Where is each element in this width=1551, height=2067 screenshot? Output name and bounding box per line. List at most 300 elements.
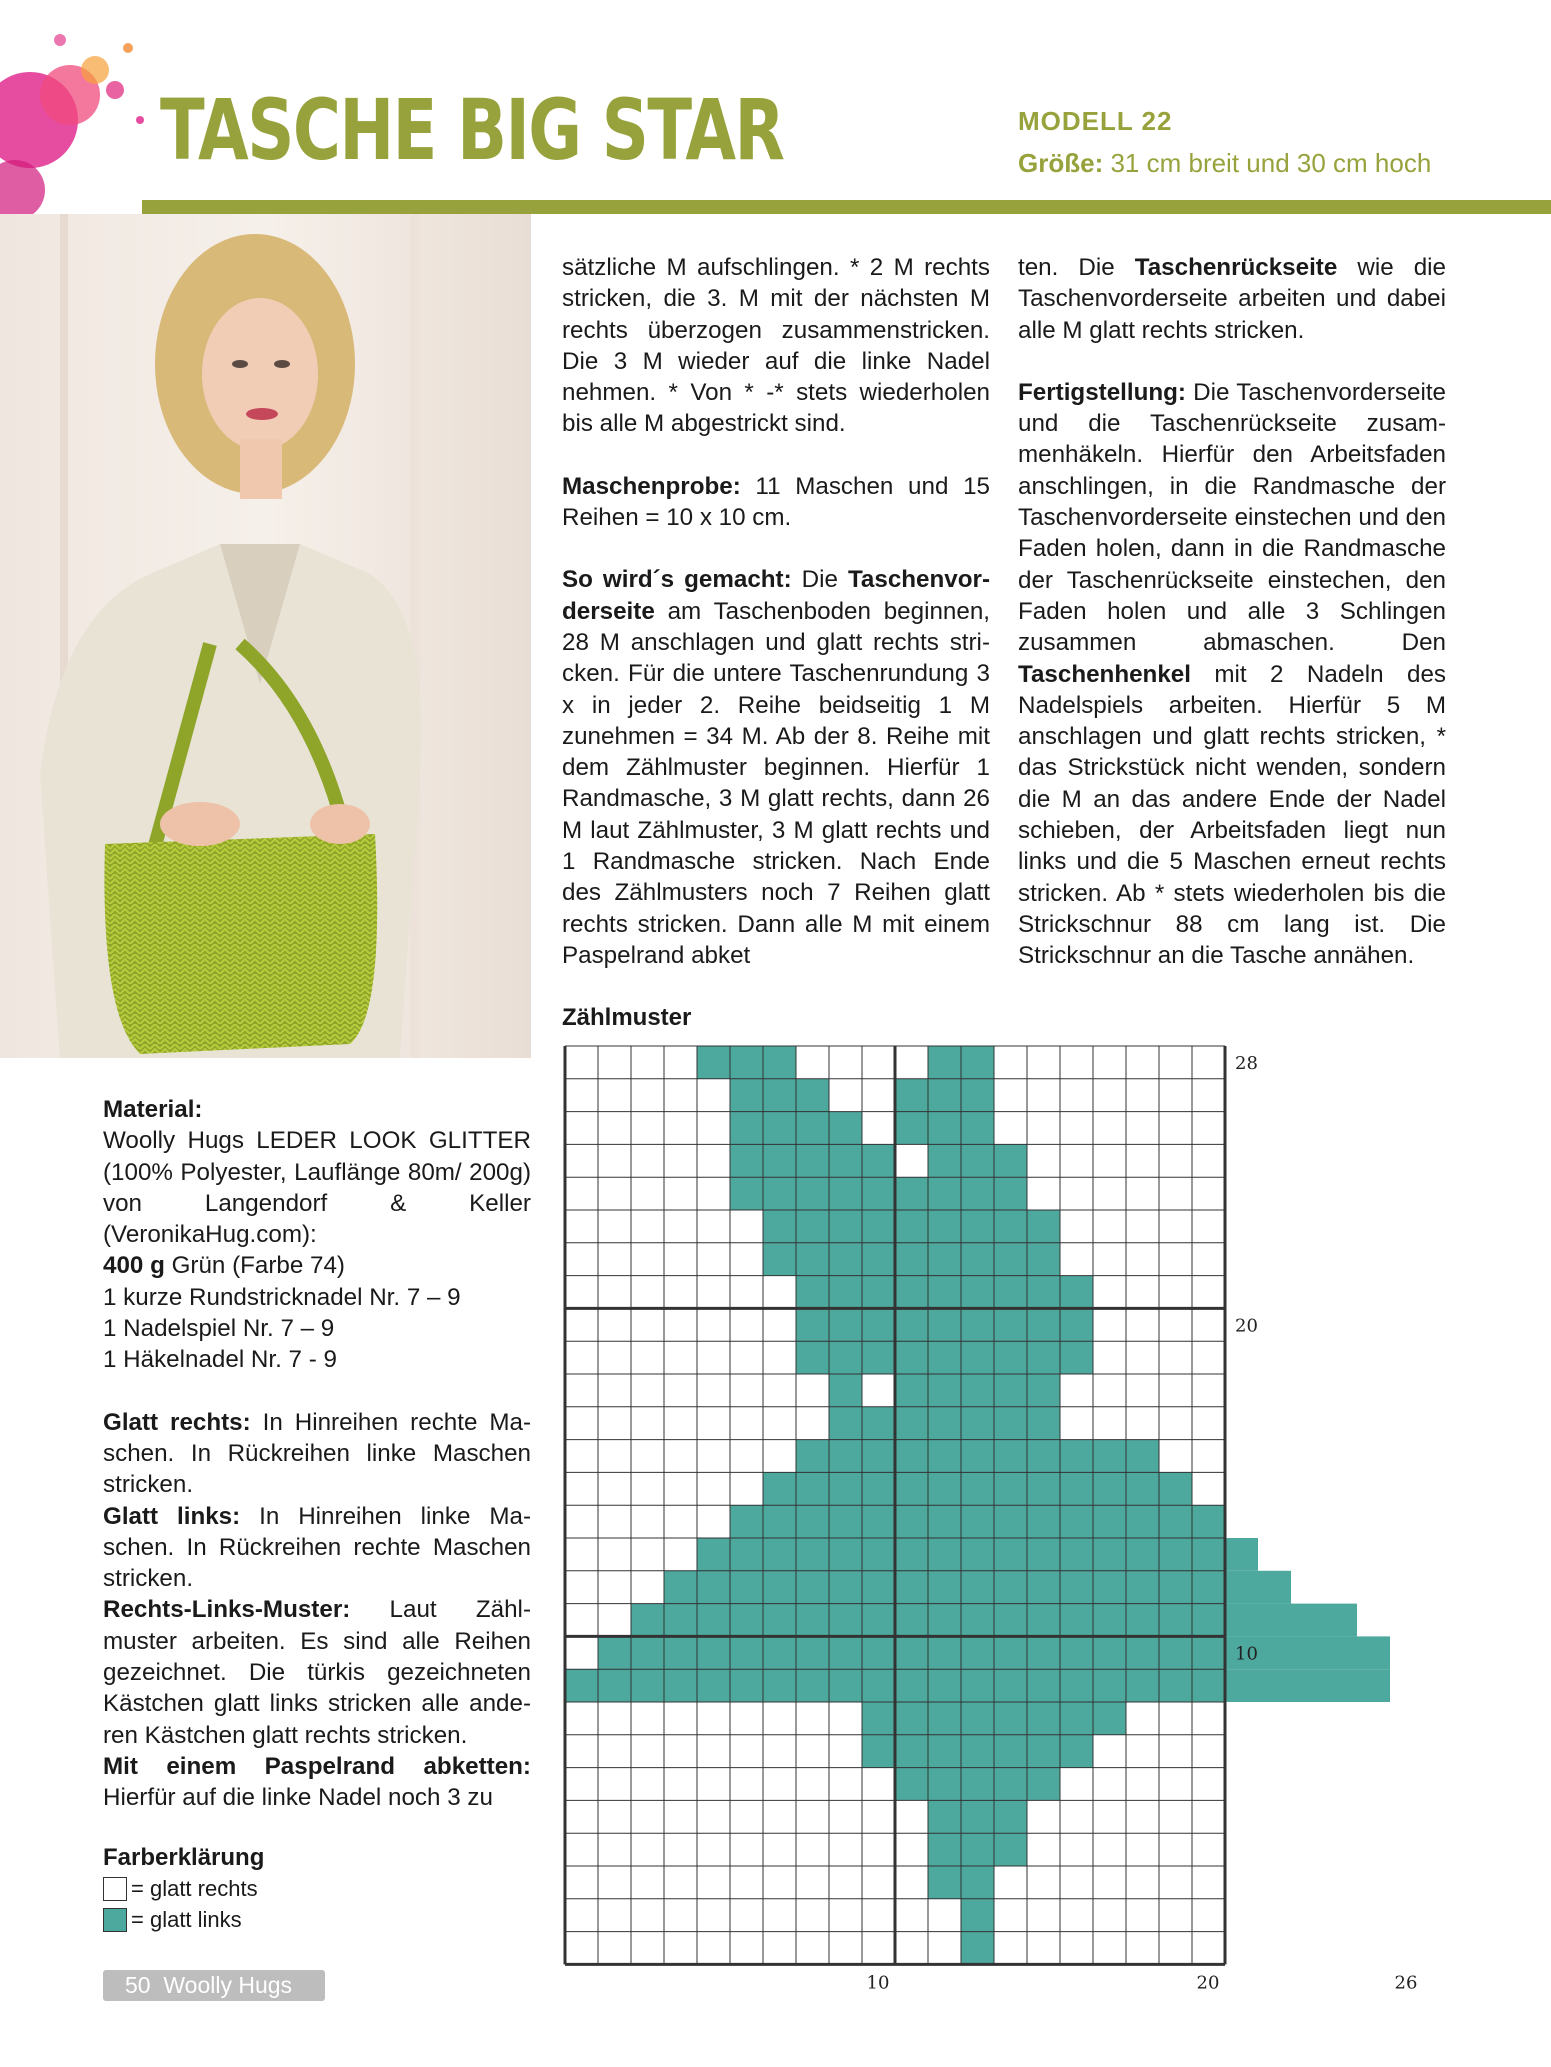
chart-cell-r19-c9 bbox=[829, 1341, 862, 1374]
chart-cell-r3-c13 bbox=[961, 1866, 994, 1899]
handle-label: Taschenhenkel bbox=[1018, 660, 1191, 688]
chart-cell-r12-c14 bbox=[994, 1571, 1027, 1604]
chart-cell-r19-c12 bbox=[928, 1341, 961, 1374]
legend-row-white bbox=[103, 1873, 264, 1904]
page-title: TASCHE BIG STAR bbox=[160, 81, 784, 179]
chart-cell-r15-c9 bbox=[829, 1472, 862, 1505]
chart-cell-r25-c10 bbox=[862, 1144, 895, 1177]
chart-cell-r7-c12 bbox=[928, 1735, 961, 1768]
chart-cell-r8-c14 bbox=[994, 1702, 1027, 1735]
chart-cell-r10-c16 bbox=[1060, 1636, 1093, 1669]
chart-cell-r25-c13 bbox=[961, 1144, 994, 1177]
chart-cell-r7-c15 bbox=[1027, 1735, 1060, 1768]
chart-cell-r14-c12 bbox=[928, 1505, 961, 1538]
chart-cell-r18-c14 bbox=[994, 1374, 1027, 1407]
tool-1: 1 kurze Rundstricknadel Nr. 7 – 9 bbox=[103, 1283, 461, 1311]
chart-cell-r21-c13 bbox=[961, 1276, 994, 1309]
chart-cell-r28-c12 bbox=[928, 1046, 961, 1079]
chart-cell-r10-c22 bbox=[1258, 1636, 1291, 1669]
chart-cell-r8-c12 bbox=[928, 1702, 961, 1735]
chart-cell-r3-c12 bbox=[928, 1866, 961, 1899]
chart-cell-r20-c15 bbox=[1027, 1308, 1060, 1341]
chart-cell-r16-c8 bbox=[796, 1440, 829, 1473]
stitch-paspelrand bbox=[103, 1751, 531, 1814]
chart-cell-r25-c14 bbox=[994, 1144, 1027, 1177]
chart-cell-r22-c15 bbox=[1027, 1243, 1060, 1276]
chart-cell-r16-c16 bbox=[1060, 1440, 1093, 1473]
chart-cell-r8-c17 bbox=[1093, 1702, 1126, 1735]
chart-cell-r11-c12 bbox=[928, 1604, 961, 1637]
chart-cell-r26-c8 bbox=[796, 1112, 829, 1145]
glatt-rechts-text: In Hinreihen rechte Maschen. In Rückreihen linke Maschen stricken. bbox=[103, 1408, 532, 1499]
chart-cell-r14-c13 bbox=[961, 1505, 994, 1538]
chart-cell-r10-c9 bbox=[829, 1636, 862, 1669]
chart-cell-r11-c14 bbox=[994, 1604, 1027, 1637]
chart-cell-r9-c23 bbox=[1291, 1669, 1324, 1702]
chart-cell-r16-c14 bbox=[994, 1440, 1027, 1473]
finishing-text-a: Die Taschenvorderseite und die Taschenrückseite zusammenhäkeln. Hierfür den Arbeitsfaden anschlingen, in die Randmasche der Taschenvorderseite einstechen und den Faden holen, dann in die Randmasche der Taschenrückseite einstechen, den Faden holen und alle 3 Schlingen zusammen abmaschen. Den bbox=[1018, 378, 1446, 657]
chart-cell-r23-c8 bbox=[796, 1210, 829, 1243]
chart-cell-r10-c23 bbox=[1291, 1636, 1324, 1669]
chart-cell-r10-c24 bbox=[1324, 1636, 1357, 1669]
chart-cell-r6-c14 bbox=[994, 1768, 1027, 1801]
chart-cell-r9-c1 bbox=[565, 1669, 598, 1702]
gauge-label: Maschenprobe: bbox=[562, 472, 741, 500]
chart-cell-r9-c18 bbox=[1126, 1669, 1159, 1702]
chart-cell-r25-c7 bbox=[763, 1144, 796, 1177]
chart-cell-r6-c13 bbox=[961, 1768, 994, 1801]
chart-cell-r11-c5 bbox=[697, 1604, 730, 1637]
chart-cell-r9-c9 bbox=[829, 1669, 862, 1702]
chart-cell-r16-c15 bbox=[1027, 1440, 1060, 1473]
instructions-text-b: am Taschenboden beginnen, 28 M anschlagen und glatt rechts stricken. Für die untere Taschenrundung 3 x in jeder 2. Reihe beidseitig 1 M zunehmen = 34 M. Ab der 8. Reihe mit dem Zählmuster beginnen. Hierfür 1 Randmasche, 3 M glatt rechts, dann 26 M laut Zählmuster, 3 M glatt rechts und 1 Randmasche stricken. Nach Ende des Zählmusters noch 7 Reihen glatt rechts stricken. Dann alle M mit einem Paspelrand abket bbox=[562, 597, 990, 969]
chart-cell-r23-c15 bbox=[1027, 1210, 1060, 1243]
chart-cell-r13-c13 bbox=[961, 1538, 994, 1571]
stitch-rechts-links bbox=[103, 1594, 531, 1750]
chart-cell-r12-c20 bbox=[1192, 1571, 1225, 1604]
chart-cell-r9-c7 bbox=[763, 1669, 796, 1702]
chart-cell-r22-c11 bbox=[895, 1243, 928, 1276]
chart-cell-r20-c12 bbox=[928, 1308, 961, 1341]
chart-cell-r26-c11 bbox=[895, 1112, 928, 1145]
amount-text: Grün (Farbe 74) bbox=[164, 1252, 345, 1280]
chart-cell-r11-c15 bbox=[1027, 1604, 1060, 1637]
chart-cell-r19-c10 bbox=[862, 1341, 895, 1374]
glatt-links-label: Glatt links: bbox=[103, 1502, 241, 1530]
chart-cell-r21-c9 bbox=[829, 1276, 862, 1309]
chart-cell-r4-c13 bbox=[961, 1833, 994, 1866]
chart-cell-r17-c12 bbox=[928, 1407, 961, 1440]
chart-cell-r11-c19 bbox=[1159, 1604, 1192, 1637]
chart-cell-r9-c22 bbox=[1258, 1669, 1291, 1702]
chart-cell-r7-c16 bbox=[1060, 1735, 1093, 1768]
chart-cell-r10-c18 bbox=[1126, 1636, 1159, 1669]
chart-cell-r26-c7 bbox=[763, 1112, 796, 1145]
chart-cell-r11-c16 bbox=[1060, 1604, 1093, 1637]
chart-cell-r9-c6 bbox=[730, 1669, 763, 1702]
chart-cell-r9-c19 bbox=[1159, 1669, 1192, 1702]
rechts-links-text: Laut Zählmuster arbeiten. Es sind alle Reihen gezeichnet. Die türkis gezeichneten Kästchen glatt links stricken alle anderen Kästchen glatt rechts stricken. bbox=[103, 1596, 531, 1749]
model-photo bbox=[0, 214, 531, 1058]
chart-cell-r21-c11 bbox=[895, 1276, 928, 1309]
chart-cell-r13-c9 bbox=[829, 1538, 862, 1571]
size-label: Größe: bbox=[1018, 148, 1104, 178]
chart-cell-r17-c13 bbox=[961, 1407, 994, 1440]
paragraph-bind-off: sätzliche M aufschlingen. * 2 M rechts stricken, die 3. M mit der nächsten M rechts überzogen zusammenstricken. Die 3 M wieder auf die linke Nadel nehmen. * Von * -* stets wiederholen bis alle M abgestrickt sind. bbox=[562, 254, 990, 438]
chart-cell-r10-c14 bbox=[994, 1636, 1027, 1669]
chart-cell-r20-c9 bbox=[829, 1308, 862, 1341]
chart-cell-r10-c25 bbox=[1357, 1636, 1390, 1669]
chart-cell-r16-c11 bbox=[895, 1440, 928, 1473]
material-text: Woolly Hugs LEDER LOOK GLITTER (100% Polyester, Lauflänge 80m/ 200g) von Langendorf & Keller (VeronikaHug.com): bbox=[103, 1127, 531, 1249]
chart-cell-r9-c16 bbox=[1060, 1669, 1093, 1702]
chart-cell-r11-c6 bbox=[730, 1604, 763, 1637]
chart-cell-r5-c14 bbox=[994, 1800, 1027, 1833]
col-label-26: 26 bbox=[1394, 1972, 1418, 1990]
chart-cell-r17-c14 bbox=[994, 1407, 1027, 1440]
chart-cell-r18-c11 bbox=[895, 1374, 928, 1407]
chart-cell-r28-c7 bbox=[763, 1046, 796, 1079]
chart-cell-r27-c8 bbox=[796, 1079, 829, 1112]
text-column-2 bbox=[1018, 252, 1446, 1003]
footer-brand: Woolly Hugs bbox=[163, 1972, 293, 1998]
chart-cell-r23-c10 bbox=[862, 1210, 895, 1243]
chart-cell-r15-c19 bbox=[1159, 1472, 1192, 1505]
chart-cell-r10-c20 bbox=[1192, 1636, 1225, 1669]
glatt-rechts-label: Glatt rechts: bbox=[103, 1408, 251, 1436]
paragraph-back-side bbox=[1018, 252, 1446, 346]
chart-cell-r20-c10 bbox=[862, 1308, 895, 1341]
chart-cell-r12-c7 bbox=[763, 1571, 796, 1604]
chart-cell-r10-c3 bbox=[631, 1636, 664, 1669]
chart-cell-r11-c10 bbox=[862, 1604, 895, 1637]
chart-cell-r26-c6 bbox=[730, 1112, 763, 1145]
chart-cell-r16-c9 bbox=[829, 1440, 862, 1473]
chart-cell-r23-c9 bbox=[829, 1210, 862, 1243]
chart-cell-r12-c12 bbox=[928, 1571, 961, 1604]
back-text-a: ten. Die bbox=[1018, 254, 1135, 281]
paragraph-instructions bbox=[562, 564, 990, 971]
chart-cell-r23-c14 bbox=[994, 1210, 1027, 1243]
chart-cell-r9-c14 bbox=[994, 1669, 1027, 1702]
amount-bold: 400 g bbox=[103, 1252, 165, 1280]
chart-cell-r16-c18 bbox=[1126, 1440, 1159, 1473]
chart-cell-r13-c16 bbox=[1060, 1538, 1093, 1571]
stitch-glatt-links bbox=[103, 1501, 531, 1595]
chart-cell-r24-c10 bbox=[862, 1177, 895, 1210]
chart-cell-r17-c15 bbox=[1027, 1407, 1060, 1440]
chart-cell-r23-c12 bbox=[928, 1210, 961, 1243]
chart-cell-r24-c14 bbox=[994, 1177, 1027, 1210]
chart-cell-r14-c16 bbox=[1060, 1505, 1093, 1538]
instructions-text-a: Die bbox=[791, 566, 848, 594]
chart-cell-r10-c10 bbox=[862, 1636, 895, 1669]
chart-cell-r10-c4 bbox=[664, 1636, 697, 1669]
chart-cell-r12-c15 bbox=[1027, 1571, 1060, 1604]
chart-cell-r13-c7 bbox=[763, 1538, 796, 1571]
chart-cell-r19-c15 bbox=[1027, 1341, 1060, 1374]
chart-cell-r13-c6 bbox=[730, 1538, 763, 1571]
chart-cell-r10-c11 bbox=[895, 1636, 928, 1669]
chart-cell-r12-c19 bbox=[1159, 1571, 1192, 1604]
chart-cell-r14-c8 bbox=[796, 1505, 829, 1538]
chart-cell-r27-c12 bbox=[928, 1079, 961, 1112]
chart-cell-r8-c11 bbox=[895, 1702, 928, 1735]
chart-cell-r5-c13 bbox=[961, 1800, 994, 1833]
chart-cell-r11-c9 bbox=[829, 1604, 862, 1637]
chart-cell-r13-c19 bbox=[1159, 1538, 1192, 1571]
chart-cell-r17-c10 bbox=[862, 1407, 895, 1440]
chart-cell-r12-c18 bbox=[1126, 1571, 1159, 1604]
chart-cell-r10-c17 bbox=[1093, 1636, 1126, 1669]
size-info bbox=[1018, 148, 1431, 179]
chart-cell-r4-c14 bbox=[994, 1833, 1027, 1866]
chart-cell-r10-c13 bbox=[961, 1636, 994, 1669]
chart-cell-r20-c8 bbox=[796, 1308, 829, 1341]
chart-cell-r10-c2 bbox=[598, 1636, 631, 1669]
chart-cell-r14-c14 bbox=[994, 1505, 1027, 1538]
chart-cell-r23-c7 bbox=[763, 1210, 796, 1243]
material-amount bbox=[103, 1250, 531, 1281]
chart-cell-r19-c11 bbox=[895, 1341, 928, 1374]
material-column bbox=[103, 1094, 531, 1814]
chart-cell-r24-c6 bbox=[730, 1177, 763, 1210]
paragraph-gauge bbox=[562, 471, 990, 534]
chart-cell-r11-c8 bbox=[796, 1604, 829, 1637]
chart-cell-r14-c20 bbox=[1192, 1505, 1225, 1538]
back-side-label: Taschenrückseite bbox=[1134, 254, 1338, 281]
chart-cell-r14-c6 bbox=[730, 1505, 763, 1538]
chart-cell-r20-c13 bbox=[961, 1308, 994, 1341]
chart-cell-r15-c7 bbox=[763, 1472, 796, 1505]
chart-cell-r11-c24 bbox=[1324, 1604, 1357, 1637]
model-number: MODELL 22 bbox=[1018, 106, 1173, 136]
chart-cell-r9-c2 bbox=[598, 1669, 631, 1702]
chart-cell-r12-c8 bbox=[796, 1571, 829, 1604]
chart-cell-r13-c11 bbox=[895, 1538, 928, 1571]
chart-cell-r12-c5 bbox=[697, 1571, 730, 1604]
white-swatch bbox=[103, 1877, 127, 1901]
back-text-b: wie die Taschenvorderseite arbeiten und dabei alle M glatt rechts stricken. bbox=[1018, 254, 1446, 344]
chart-cell-r25-c8 bbox=[796, 1144, 829, 1177]
chart-cell-r12-c21 bbox=[1225, 1571, 1258, 1604]
instructions-label: So wird´s gemacht: bbox=[562, 566, 792, 594]
tool-3: 1 Häkelnadel Nr. 7 - 9 bbox=[103, 1346, 337, 1374]
chart-cell-r9-c4 bbox=[664, 1669, 697, 1702]
material-heading bbox=[103, 1094, 531, 1125]
chart-cell-r14-c18 bbox=[1126, 1505, 1159, 1538]
chart-cell-r10-c8 bbox=[796, 1636, 829, 1669]
chart-cell-r10-c5 bbox=[697, 1636, 730, 1669]
chart-cell-r15-c11 bbox=[895, 1472, 928, 1505]
chart-cell-r12-c10 bbox=[862, 1571, 895, 1604]
chart-cell-r21-c16 bbox=[1060, 1276, 1093, 1309]
chart-cell-r18-c13 bbox=[961, 1374, 994, 1407]
chart-cell-r22-c13 bbox=[961, 1243, 994, 1276]
chart-cell-r18-c15 bbox=[1027, 1374, 1060, 1407]
chart-cell-r11-c22 bbox=[1258, 1604, 1291, 1637]
chart-cell-r19-c16 bbox=[1060, 1341, 1093, 1374]
chart-cell-r2-c13 bbox=[961, 1899, 994, 1932]
chart-cell-r10-c15 bbox=[1027, 1636, 1060, 1669]
chart-cell-r9-c17 bbox=[1093, 1669, 1126, 1702]
glatt-links-text: In Hinreihen linke Maschen. In Rückreihen rechte Maschen stricken. bbox=[103, 1502, 531, 1593]
chart-cell-r24-c8 bbox=[796, 1177, 829, 1210]
chart-cell-r8-c13 bbox=[961, 1702, 994, 1735]
chart-cell-r19-c14 bbox=[994, 1341, 1027, 1374]
legend-row-teal bbox=[103, 1904, 264, 1935]
chart-cell-r12-c22 bbox=[1258, 1571, 1291, 1604]
row-label-20: 20 bbox=[1235, 1315, 1258, 1337]
legend-title: Farberklärung bbox=[103, 1844, 265, 1871]
row-label-28: 28 bbox=[1235, 1052, 1258, 1074]
chart-cell-r13-c10 bbox=[862, 1538, 895, 1571]
size-value: 31 cm breit und 30 cm hoch bbox=[1103, 148, 1432, 178]
chart-cell-r13-c20 bbox=[1192, 1538, 1225, 1571]
chart-cell-r10-c19 bbox=[1159, 1636, 1192, 1669]
chart-cell-r26-c9 bbox=[829, 1112, 862, 1145]
chart-cell-r15-c17 bbox=[1093, 1472, 1126, 1505]
chart-cell-r11-c3 bbox=[631, 1604, 664, 1637]
chart-cell-r17-c11 bbox=[895, 1407, 928, 1440]
legend-white-text: = glatt rechts bbox=[131, 1876, 258, 1901]
chart-cell-r10-c7 bbox=[763, 1636, 796, 1669]
chart-cell-r9-c21 bbox=[1225, 1669, 1258, 1702]
chart-cell-r12-c6 bbox=[730, 1571, 763, 1604]
chart-cell-r14-c15 bbox=[1027, 1505, 1060, 1538]
chart-cell-r26-c13 bbox=[961, 1112, 994, 1145]
chart-cell-r27-c6 bbox=[730, 1079, 763, 1112]
paspelrand-label: Mit einem Paspelrand abketten: bbox=[103, 1752, 531, 1780]
chart-cell-r16-c13 bbox=[961, 1440, 994, 1473]
col-label-20: 20 bbox=[1196, 1972, 1220, 1990]
page-footer bbox=[103, 1970, 325, 2001]
chart-cell-r24-c12 bbox=[928, 1177, 961, 1210]
chart-cell-r16-c17 bbox=[1093, 1440, 1126, 1473]
chart-cell-r1-c13 bbox=[961, 1932, 994, 1965]
chart-cell-r11-c18 bbox=[1126, 1604, 1159, 1637]
chart-cell-r25-c6 bbox=[730, 1144, 763, 1177]
chart-cell-r13-c5 bbox=[697, 1538, 730, 1571]
col-label-10: 10 bbox=[866, 1972, 890, 1990]
chart-cell-r22-c12 bbox=[928, 1243, 961, 1276]
gauge-text: 11 Maschen und 15 Reihen = 10 x 10 cm. bbox=[562, 472, 990, 532]
page-number: 50 bbox=[125, 1972, 151, 1998]
chart-cell-r4-c12 bbox=[928, 1833, 961, 1866]
finishing-label: Fertigstellung: bbox=[1018, 378, 1186, 406]
chart-cell-r14-c11 bbox=[895, 1505, 928, 1538]
chart-cell-r9-c3 bbox=[631, 1669, 664, 1702]
chart-cell-r11-c17 bbox=[1093, 1604, 1126, 1637]
chart-cell-r24-c9 bbox=[829, 1177, 862, 1210]
chart-grid bbox=[545, 1030, 1545, 1990]
chart-cell-r22-c7 bbox=[763, 1243, 796, 1276]
chart-cell-r12-c17 bbox=[1093, 1571, 1126, 1604]
chart-cell-r14-c17 bbox=[1093, 1505, 1126, 1538]
chart-cell-r9-c24 bbox=[1324, 1669, 1357, 1702]
chart-cell-r7-c10 bbox=[862, 1735, 895, 1768]
chart-cell-r8-c16 bbox=[1060, 1702, 1093, 1735]
chart-cell-r19-c8 bbox=[796, 1341, 829, 1374]
chart-cell-r20-c11 bbox=[895, 1308, 928, 1341]
chart-cell-r8-c10 bbox=[862, 1702, 895, 1735]
chart-cell-r11-c21 bbox=[1225, 1604, 1258, 1637]
chart-cell-r27-c11 bbox=[895, 1079, 928, 1112]
chart-cell-r15-c14 bbox=[994, 1472, 1027, 1505]
chart-cell-r9-c5 bbox=[697, 1669, 730, 1702]
text-column-1 bbox=[562, 252, 990, 1002]
chart-cell-r8-c15 bbox=[1027, 1702, 1060, 1735]
chart-cell-r13-c8 bbox=[796, 1538, 829, 1571]
chart-cell-r9-c13 bbox=[961, 1669, 994, 1702]
chart-cell-r11-c11 bbox=[895, 1604, 928, 1637]
stitch-glatt-rechts bbox=[103, 1407, 531, 1501]
chart-cell-r24-c11 bbox=[895, 1177, 928, 1210]
chart-cell-r15-c13 bbox=[961, 1472, 994, 1505]
chart-cell-r7-c13 bbox=[961, 1735, 994, 1768]
paspelrand-text: Hierfür auf die linke Nadel noch 3 zu bbox=[103, 1784, 493, 1812]
material-label: Material: bbox=[103, 1096, 203, 1123]
chart-cell-r27-c7 bbox=[763, 1079, 796, 1112]
teal-swatch bbox=[103, 1908, 127, 1932]
chart-cell-r21-c12 bbox=[928, 1276, 961, 1309]
chart-cell-r11-c7 bbox=[763, 1604, 796, 1637]
row-label-10: 10 bbox=[1235, 1643, 1258, 1665]
chart-cell-r5-c12 bbox=[928, 1800, 961, 1833]
chart-cell-r13-c14 bbox=[994, 1538, 1027, 1571]
chart-cell-r12-c16 bbox=[1060, 1571, 1093, 1604]
chart-cell-r23-c11 bbox=[895, 1210, 928, 1243]
chart-cell-r6-c15 bbox=[1027, 1768, 1060, 1801]
chart-cell-r15-c16 bbox=[1060, 1472, 1093, 1505]
chart-cell-r21-c14 bbox=[994, 1276, 1027, 1309]
chart-cell-r21-c10 bbox=[862, 1276, 895, 1309]
chart-cell-r18-c9 bbox=[829, 1374, 862, 1407]
chart-title: Zählmuster bbox=[562, 1004, 692, 1031]
chart-cell-r25-c12 bbox=[928, 1144, 961, 1177]
chart-cell-r15-c10 bbox=[862, 1472, 895, 1505]
chart-cell-r9-c10 bbox=[862, 1669, 895, 1702]
chart-cell-r14-c7 bbox=[763, 1505, 796, 1538]
chart-cell-r27-c13 bbox=[961, 1079, 994, 1112]
chart-cell-r11-c13 bbox=[961, 1604, 994, 1637]
chart-cell-r24-c7 bbox=[763, 1177, 796, 1210]
chart-cell-r28-c6 bbox=[730, 1046, 763, 1079]
legend-teal-text: = glatt links bbox=[131, 1907, 242, 1932]
chart-cell-r7-c11 bbox=[895, 1735, 928, 1768]
chart-cell-r12-c11 bbox=[895, 1571, 928, 1604]
chart-cell-r12-c9 bbox=[829, 1571, 862, 1604]
chart-cell-r14-c19 bbox=[1159, 1505, 1192, 1538]
chart-cell-r12-c13 bbox=[961, 1571, 994, 1604]
chart-cell-r20-c16 bbox=[1060, 1308, 1093, 1341]
chart-cell-r19-c13 bbox=[961, 1341, 994, 1374]
color-legend bbox=[103, 1842, 264, 1935]
chart-cell-r28-c13 bbox=[961, 1046, 994, 1079]
chart-cell-r12-c4 bbox=[664, 1571, 697, 1604]
chart-cell-r22-c14 bbox=[994, 1243, 1027, 1276]
chart-cell-r10-c12 bbox=[928, 1636, 961, 1669]
chart-cell-r20-c14 bbox=[994, 1308, 1027, 1341]
chart-cell-r18-c12 bbox=[928, 1374, 961, 1407]
header-rule bbox=[142, 200, 1551, 214]
chart-cell-r7-c14 bbox=[994, 1735, 1027, 1768]
chart-cell-r9-c11 bbox=[895, 1669, 928, 1702]
chart-cell-r17-c9 bbox=[829, 1407, 862, 1440]
chart-cell-r11-c4 bbox=[664, 1604, 697, 1637]
chart-cell-r15-c12 bbox=[928, 1472, 961, 1505]
chart-cell-r22-c9 bbox=[829, 1243, 862, 1276]
